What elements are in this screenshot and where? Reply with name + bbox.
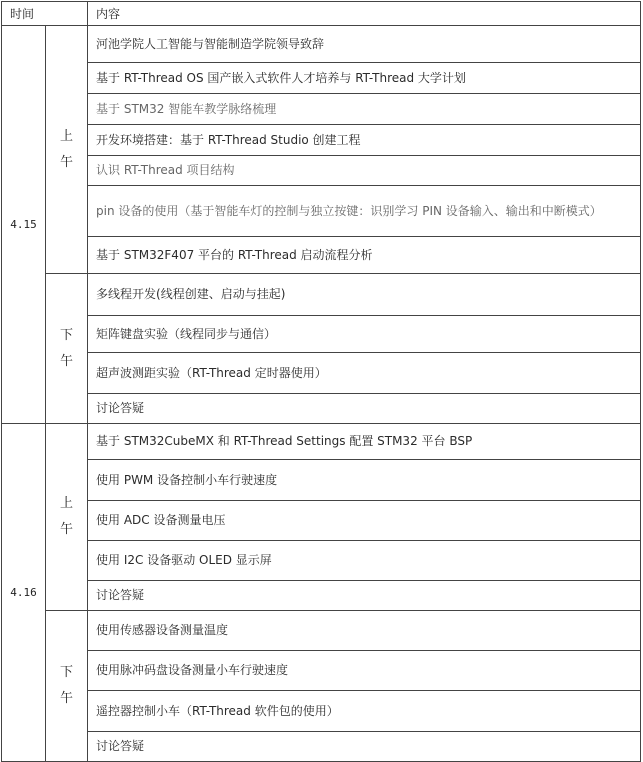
table-row xyxy=(2,237,641,274)
agenda-item: 使用 ADC 设备测量电压 xyxy=(88,501,641,541)
period-label-bottom: 午 xyxy=(60,691,74,706)
period-label-top: 上 xyxy=(60,128,74,144)
agenda-item: 认识 RT-Thread 项目结构 xyxy=(88,156,641,186)
schedule-table xyxy=(1,1,641,762)
period-label-top: 下 xyxy=(60,665,74,680)
header-content: 内容 xyxy=(88,2,641,26)
agenda-item: 河池学院人工智能与智能制造学院领导致辞 xyxy=(88,26,641,63)
agenda-item: 讨论答疑 xyxy=(88,394,641,424)
table-row xyxy=(2,125,641,156)
table-row xyxy=(2,541,641,581)
table-row xyxy=(2,316,641,353)
schedule-body xyxy=(2,26,641,762)
agenda-item: 多线程开发(线程创建、启动与挂起) xyxy=(88,274,641,316)
agenda-item: 使用 I2C 设备驱动 OLED 显示屏 xyxy=(88,541,641,581)
table-row xyxy=(2,156,641,186)
period-label-top: 下 xyxy=(60,327,74,343)
period-label-bottom: 午 xyxy=(60,353,74,369)
period-label-bottom: 午 xyxy=(60,154,74,170)
period-cell xyxy=(46,424,88,611)
agenda-item: 讨论答疑 xyxy=(88,732,641,762)
table-row xyxy=(2,94,641,125)
period-label-top: 上 xyxy=(60,496,74,511)
table-row xyxy=(2,186,641,237)
table-row xyxy=(2,501,641,541)
table-row xyxy=(2,394,641,424)
date-cell: 4.16 xyxy=(2,424,46,762)
agenda-item: 讨论答疑 xyxy=(88,581,641,611)
agenda-item: 基于 STM32 智能车教学脉络梳理 xyxy=(88,94,641,125)
period-cell xyxy=(46,274,88,424)
table-row xyxy=(2,26,641,63)
agenda-item: 超声波测距实验（RT-Thread 定时器使用） xyxy=(88,353,641,394)
agenda-item: 使用 PWM 设备控制小车行驶速度 xyxy=(88,460,641,501)
header-time: 时间 xyxy=(2,2,88,26)
agenda-item: 遥控器控制小车（RT-Thread 软件包的使用） xyxy=(88,691,641,732)
agenda-item: 使用脉冲码盘设备测量小车行驶速度 xyxy=(88,651,641,691)
agenda-item: 开发环境搭建：基于 RT-Thread Studio 创建工程 xyxy=(88,125,641,156)
table-row xyxy=(2,424,641,460)
table-row xyxy=(2,63,641,94)
period-cell xyxy=(46,611,88,762)
table-row xyxy=(2,611,641,651)
table-row xyxy=(2,732,641,762)
table-row xyxy=(2,274,641,316)
table-row xyxy=(2,581,641,611)
agenda-item: 矩阵键盘实验（线程同步与通信） xyxy=(88,316,641,353)
header-row xyxy=(2,2,641,26)
table-row xyxy=(2,353,641,394)
agenda-item: 使用传感器设备测量温度 xyxy=(88,611,641,651)
agenda-item: 基于 STM32F407 平台的 RT-Thread 启动流程分析 xyxy=(88,237,641,274)
agenda-item: pin 设备的使用（基于智能车灯的控制与独立按键：识别学习 PIN 设备输入、输出和中断模式） xyxy=(88,186,641,237)
period-cell xyxy=(46,26,88,274)
table-row xyxy=(2,651,641,691)
period-label-bottom: 午 xyxy=(60,522,74,537)
agenda-item: 基于 STM32CubeMX 和 RT-Thread Settings 配置 STM32 平台 BSP xyxy=(88,424,641,460)
agenda-item: 基于 RT-Thread OS 国产嵌入式软件人才培养与 RT-Thread 大学计划 xyxy=(88,63,641,94)
date-cell: 4.15 xyxy=(2,26,46,424)
table-row xyxy=(2,460,641,501)
table-row xyxy=(2,691,641,732)
